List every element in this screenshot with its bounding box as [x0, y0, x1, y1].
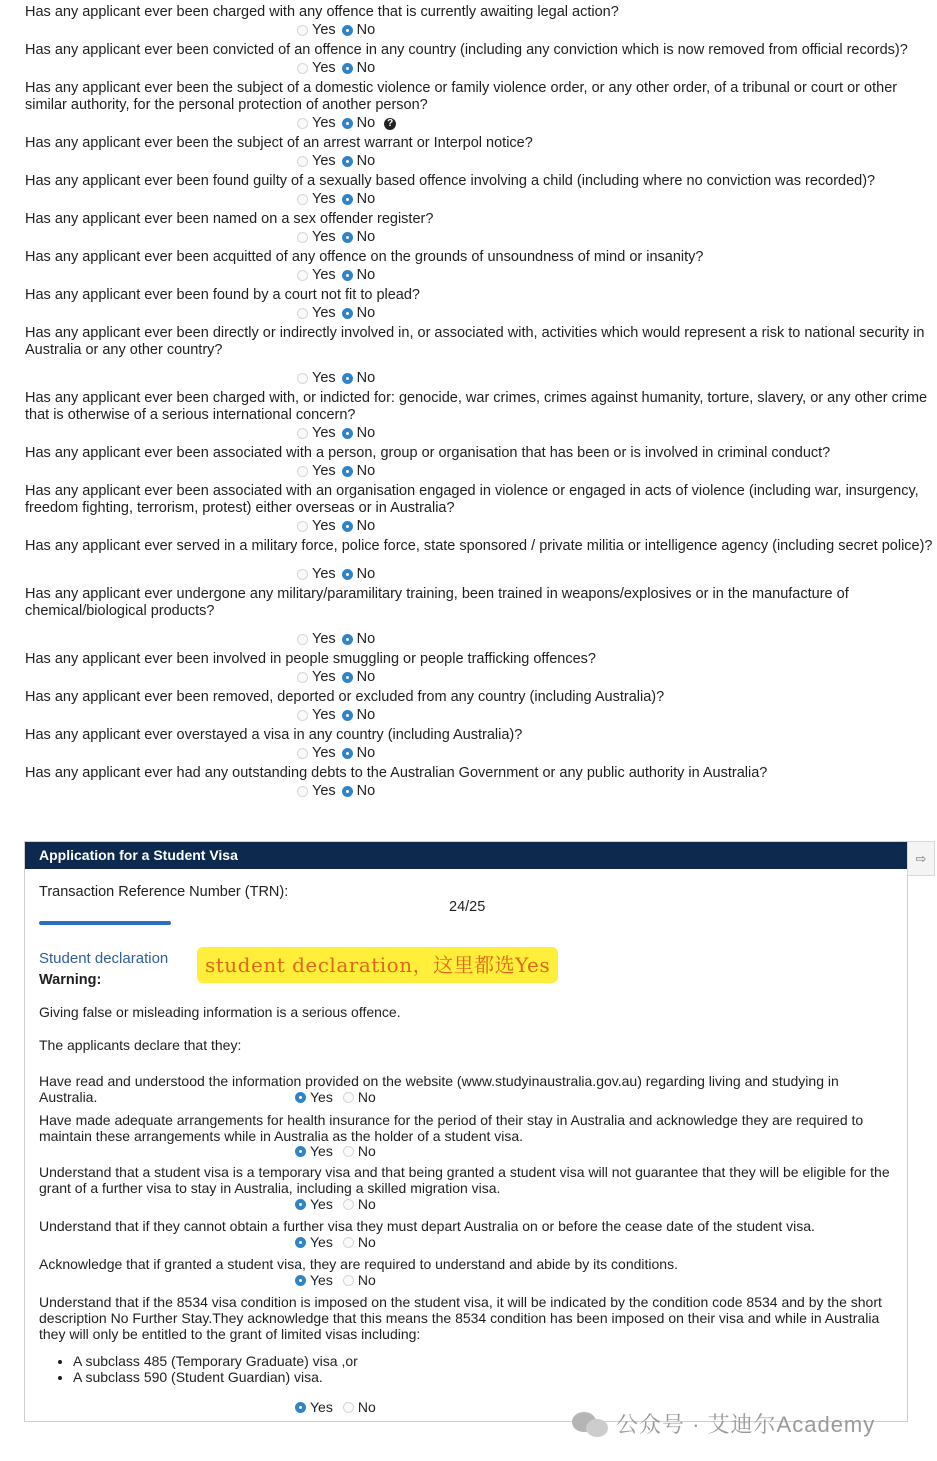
radio-icon[interactable]	[342, 156, 353, 167]
radio-label: No	[356, 191, 376, 207]
question-item	[25, 483, 933, 536]
question-text: Has any applicant ever been the subject of a domestic violence or family violence order, or any other order, of a tribunal or court or other similar authority, for the personal protection of another person?	[25, 80, 898, 113]
no-option[interactable]	[342, 115, 376, 132]
radio-icon[interactable]	[342, 521, 353, 532]
yes-option[interactable]	[295, 1089, 333, 1105]
no-option[interactable]	[343, 1399, 376, 1415]
yes-option[interactable]	[295, 1399, 333, 1415]
trn-label: Transaction Reference Number (TRN):	[39, 884, 289, 900]
no-option[interactable]	[342, 191, 376, 208]
declaration-text: Understand that a student visa is a temporary visa and that being granted a student visa will not guarantee that they will be eligible for the grant of a further visa to stay in Australia, including a skilled migration visa.	[39, 1164, 890, 1196]
radio-group	[25, 630, 933, 649]
question-text: Has any applicant ever overstayed a visa in any country (including Australia)?	[25, 727, 523, 743]
radio-group	[25, 744, 933, 763]
yes-option[interactable]	[297, 370, 336, 387]
yes-option[interactable]	[297, 153, 336, 170]
radio-label: No	[356, 22, 376, 38]
question-item	[25, 80, 933, 133]
radio-icon[interactable]	[343, 1275, 354, 1286]
declaration-text: Understand that if the 8534 visa condition is imposed on the student visa, it will be indicated by the condition code 8534 and by the short description No Further Stay.They acknowledge that this means the 8534 condition has been imposed on their visa and while in Australia they will only be entitled to the grant of limited visas including:	[39, 1294, 882, 1342]
radio-label: No	[357, 1399, 376, 1415]
radio-label: Yes	[310, 1234, 333, 1250]
radio-label: No	[356, 463, 376, 479]
radio-label: Yes	[310, 1143, 333, 1159]
question-item	[25, 4, 933, 40]
radio-icon[interactable]	[297, 308, 308, 319]
declaration-text: Have read and understood the information provided on the website (www.studyinaustralia.gov.au) regarding living and studying in Australia.	[39, 1073, 839, 1105]
radio-label: No	[356, 566, 376, 582]
radio-icon[interactable]	[342, 428, 353, 439]
radio-group	[25, 782, 933, 801]
no-option[interactable]	[343, 1089, 376, 1105]
radio-label: No	[357, 1272, 376, 1288]
radio-icon[interactable]	[343, 1092, 354, 1103]
radio-icon[interactable]	[295, 1146, 306, 1157]
yes-option[interactable]	[297, 115, 336, 132]
radio-label: Yes	[312, 425, 336, 441]
yes-option[interactable]	[297, 305, 336, 322]
panel-title: Application for a Student Visa	[25, 842, 907, 869]
radio-icon[interactable]	[342, 25, 353, 36]
radio-icon[interactable]	[342, 194, 353, 205]
question-text: Has any applicant ever been convicted of an offence in any country (including any conviction which is now removed from official records)?	[25, 42, 908, 58]
yes-option[interactable]	[295, 1234, 333, 1250]
question-text: Has any applicant ever undergone any military/paramilitary training, been trained in weapons/explosives or in the manufacture of chemical/biological products?	[25, 586, 849, 619]
question-item	[25, 765, 933, 801]
radio-label: No	[356, 153, 376, 169]
radio-icon[interactable]	[342, 308, 353, 319]
no-option[interactable]	[342, 229, 376, 246]
yes-option[interactable]	[297, 267, 336, 284]
radio-label: Yes	[312, 191, 336, 207]
no-option[interactable]	[342, 153, 376, 170]
radio-icon[interactable]	[342, 63, 353, 74]
radio-label: Yes	[312, 463, 336, 479]
no-option[interactable]	[342, 370, 376, 387]
radio-group	[25, 266, 933, 285]
radio-icon[interactable]	[343, 1402, 354, 1413]
question-item	[25, 538, 933, 584]
yes-option[interactable]	[297, 518, 336, 535]
radio-group	[295, 1143, 386, 1159]
watermark-text: 公众号 · 艾迪尔Academy	[616, 1412, 876, 1437]
radio-label: No	[357, 1143, 376, 1159]
radio-icon[interactable]	[297, 118, 308, 129]
radio-label: Yes	[312, 153, 336, 169]
question-item	[25, 727, 933, 763]
yes-option[interactable]	[297, 229, 336, 246]
visa-bullet-list	[39, 1353, 358, 1385]
question-item	[25, 42, 933, 78]
declaration-text: Acknowledge that if granted a student visa, they are required to understand and abide by its conditions.	[39, 1256, 678, 1272]
radio-icon[interactable]	[342, 786, 353, 797]
no-option[interactable]	[342, 425, 376, 442]
radio-label: Yes	[312, 631, 336, 647]
radio-icon[interactable]	[297, 710, 308, 721]
progress-bar	[39, 921, 171, 925]
radio-label: No	[356, 631, 376, 647]
question-text: Has any applicant ever had any outstanding debts to the Australian Government or any public authority in Australia?	[25, 765, 768, 781]
question-text: Has any applicant ever been charged with any offence that is currently awaiting legal action?	[25, 4, 619, 20]
radio-icon[interactable]	[297, 194, 308, 205]
radio-icon[interactable]	[295, 1092, 306, 1103]
radio-icon[interactable]	[342, 634, 353, 645]
radio-label: Yes	[310, 1399, 333, 1415]
radio-group	[25, 114, 933, 133]
question-text: Has any applicant ever been directly or indirectly involved in, or associated with, activities which would represent a risk to national security in Australia or any other country?	[25, 325, 925, 358]
no-option[interactable]	[342, 267, 376, 284]
radio-group	[25, 21, 933, 40]
question-text: Has any applicant ever been found by a court not fit to plead?	[25, 287, 420, 303]
intro-declare-text: The applicants declare that they:	[39, 1037, 242, 1053]
radio-label: No	[356, 707, 376, 723]
warning-label: Warning:	[39, 972, 102, 988]
radio-label: Yes	[312, 305, 336, 321]
radio-label: No	[356, 267, 376, 283]
yes-option[interactable]	[297, 783, 336, 800]
radio-label: Yes	[312, 60, 336, 76]
radio-group	[25, 706, 933, 725]
radio-icon[interactable]	[297, 232, 308, 243]
radio-icon[interactable]	[297, 672, 308, 683]
section-title: Student declaration	[39, 950, 169, 967]
help-icon[interactable]: ?	[384, 118, 396, 130]
yes-option[interactable]	[297, 22, 336, 39]
radio-label: No	[356, 745, 376, 761]
radio-group	[25, 565, 933, 584]
list-item: • A subclass 590 (Student Guardian) visa.	[73, 1369, 358, 1385]
radio-icon[interactable]	[295, 1199, 306, 1210]
question-text: Has any applicant ever been involved in people smuggling or people trafficking offences?	[25, 651, 596, 667]
question-item	[25, 651, 933, 687]
no-option[interactable]	[342, 745, 376, 762]
radio-label: No	[356, 783, 376, 799]
radio-group	[25, 304, 933, 323]
radio-icon[interactable]	[342, 710, 353, 721]
yes-option[interactable]	[297, 745, 336, 762]
radio-icon[interactable]	[297, 373, 308, 384]
radio-group	[295, 1234, 386, 1250]
wechat-logo-icon	[572, 1410, 610, 1438]
no-option[interactable]	[342, 60, 376, 77]
radio-label: Yes	[312, 745, 336, 761]
question-item	[25, 586, 933, 649]
radio-group	[25, 668, 933, 687]
radio-label: Yes	[310, 1196, 333, 1212]
no-option[interactable]	[342, 783, 376, 800]
radio-label: Yes	[312, 566, 336, 582]
yes-option[interactable]	[297, 463, 336, 480]
exit-icon[interactable]: ⇨	[907, 841, 935, 876]
yes-option[interactable]	[295, 1143, 333, 1159]
question-item	[25, 173, 933, 209]
radio-icon[interactable]	[342, 373, 353, 384]
radio-icon[interactable]	[343, 1146, 354, 1157]
watermark	[572, 1408, 875, 1439]
radio-label: No	[356, 669, 376, 685]
declaration-text: Understand that if they cannot obtain a further visa they must depart Australia on or before the cease date of the student visa.	[39, 1218, 815, 1234]
yes-option[interactable]	[297, 707, 336, 724]
radio-icon[interactable]	[342, 672, 353, 683]
radio-icon[interactable]	[297, 428, 308, 439]
radio-group	[295, 1272, 386, 1288]
radio-icon[interactable]	[343, 1199, 354, 1210]
radio-icon[interactable]	[342, 748, 353, 759]
no-option[interactable]	[343, 1272, 376, 1288]
radio-label: No	[356, 60, 376, 76]
question-item	[25, 445, 933, 481]
question-text: Has any applicant ever been acquitted of any offence on the grounds of unsoundness of mind or insanity?	[25, 249, 704, 265]
radio-label: No	[357, 1234, 376, 1250]
radio-label: No	[356, 115, 376, 131]
no-option[interactable]	[342, 22, 376, 39]
radio-label: Yes	[312, 783, 336, 799]
radio-label: Yes	[312, 669, 336, 685]
no-option[interactable]	[342, 463, 376, 480]
radio-label: No	[356, 518, 376, 534]
radio-icon[interactable]	[297, 466, 308, 477]
radio-icon[interactable]	[297, 270, 308, 281]
radio-label: Yes	[312, 267, 336, 283]
radio-icon[interactable]	[342, 466, 353, 477]
radio-group	[295, 1399, 386, 1415]
radio-icon[interactable]	[297, 25, 308, 36]
radio-label: Yes	[312, 115, 336, 131]
no-option[interactable]	[342, 631, 376, 648]
question-item	[25, 135, 933, 171]
radio-icon[interactable]	[297, 634, 308, 645]
no-option[interactable]	[342, 518, 376, 535]
radio-group	[25, 190, 933, 209]
radio-icon[interactable]	[295, 1275, 306, 1286]
radio-group	[295, 1196, 386, 1212]
radio-icon[interactable]	[297, 521, 308, 532]
radio-label: Yes	[312, 518, 336, 534]
question-item	[25, 249, 933, 285]
radio-label: No	[356, 370, 376, 386]
radio-group	[25, 462, 933, 481]
no-option[interactable]	[343, 1234, 376, 1250]
intro-warning-text: Giving false or misleading information is a serious offence.	[39, 1004, 401, 1020]
question-text: Has any applicant ever been named on a sex offender register?	[25, 211, 434, 227]
radio-label: No	[357, 1196, 376, 1212]
radio-label: Yes	[312, 370, 336, 386]
radio-label: Yes	[312, 707, 336, 723]
progress-counter: 24/25	[449, 899, 486, 915]
question-item	[25, 689, 933, 725]
question-text: Has any applicant ever served in a military force, police force, state sponsored / private militia or intelligence agency (including secret police)?	[25, 538, 933, 554]
radio-group	[25, 369, 933, 388]
radio-label: Yes	[312, 229, 336, 245]
radio-label: Yes	[310, 1089, 333, 1105]
radio-icon[interactable]	[342, 270, 353, 281]
question-item	[25, 390, 933, 443]
yes-option[interactable]	[297, 191, 336, 208]
yes-option[interactable]	[297, 425, 336, 442]
yes-option[interactable]	[297, 566, 336, 583]
radio-group	[25, 424, 933, 443]
question-list	[25, 4, 933, 803]
question-item	[25, 287, 933, 323]
yes-option[interactable]	[295, 1272, 333, 1288]
radio-icon[interactable]	[295, 1402, 306, 1413]
radio-icon[interactable]	[297, 156, 308, 167]
radio-group	[25, 517, 933, 536]
radio-group	[25, 152, 933, 171]
question-item	[25, 325, 933, 388]
radio-icon[interactable]	[297, 63, 308, 74]
question-text: Has any applicant ever been associated with an organisation engaged in violence or engaged in acts of violence (including war, insurgency, freedom fighting, terrorism, protest) either overseas or in Australia?	[25, 483, 919, 516]
no-option[interactable]	[342, 707, 376, 724]
radio-group	[25, 59, 933, 78]
radio-icon[interactable]	[297, 569, 308, 580]
radio-label: No	[356, 305, 376, 321]
radio-label: Yes	[312, 22, 336, 38]
radio-label: No	[357, 1089, 376, 1105]
question-text: Has any applicant ever been associated with a person, group or organisation that has been or is involved in criminal conduct?	[25, 445, 831, 461]
radio-group	[295, 1089, 386, 1105]
radio-icon[interactable]	[342, 232, 353, 243]
radio-icon[interactable]	[342, 569, 353, 580]
no-option[interactable]	[343, 1196, 376, 1212]
yes-option[interactable]	[297, 631, 336, 648]
question-item	[25, 211, 933, 247]
radio-icon[interactable]	[295, 1237, 306, 1248]
radio-icon[interactable]	[342, 118, 353, 129]
no-option[interactable]	[342, 566, 376, 583]
student-visa-panel	[24, 841, 908, 1422]
no-option[interactable]	[342, 669, 376, 686]
yes-option[interactable]	[297, 60, 336, 77]
radio-label: No	[356, 425, 376, 441]
radio-label: Yes	[310, 1272, 333, 1288]
declaration-text: Have made adequate arrangements for health insurance for the period of their stay in Australia and acknowledge they are required to maintain these arrangements while in Australia as the holder of a student visa.	[39, 1112, 864, 1144]
question-text: Has any applicant ever been removed, deported or excluded from any country (including Australia)?	[25, 689, 665, 705]
question-text: Has any applicant ever been the subject of an arrest warrant or Interpol notice?	[25, 135, 533, 151]
radio-group	[25, 228, 933, 247]
question-text: Has any applicant ever been charged with, or indicted for: genocide, war crimes, crimes against humanity, torture, slavery, or any other crime that is otherwise of a serious international concern?	[25, 390, 928, 423]
radio-label: No	[356, 229, 376, 245]
list-item: • A subclass 485 (Temporary Graduate) visa ,or	[73, 1353, 358, 1369]
no-option[interactable]	[343, 1143, 376, 1159]
radio-icon[interactable]	[297, 786, 308, 797]
radio-icon[interactable]	[297, 748, 308, 759]
no-option[interactable]	[342, 305, 376, 322]
yes-option[interactable]	[295, 1196, 333, 1212]
annotation-highlight: student declaration，这里都选Yes	[197, 947, 558, 983]
question-text: Has any applicant ever been found guilty of a sexually based offence involving a child (including where no conviction was recorded)?	[25, 173, 876, 189]
radio-icon[interactable]	[343, 1237, 354, 1248]
yes-option[interactable]	[297, 669, 336, 686]
